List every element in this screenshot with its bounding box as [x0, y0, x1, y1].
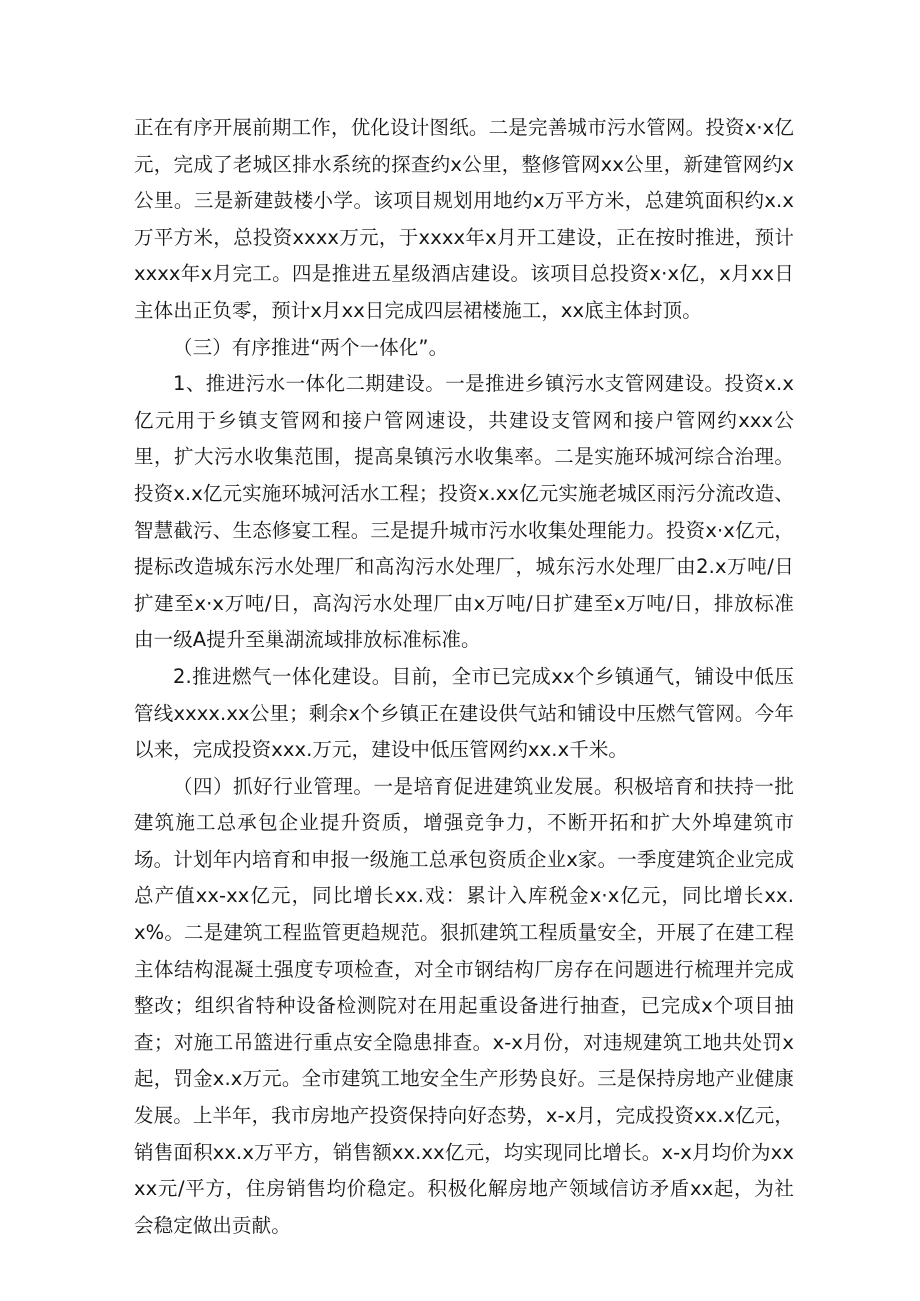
- section-heading-integration: （三）有序推进“两个一体化”。: [173, 335, 449, 359]
- paragraph-gas-integration: 2.推进燃气一体化建设。目前，全市已完成xx个乡镇通气，铺设中低压管线xxxx.xx公里；剩余x个乡镇正在建设供气站和铺设中压燃气管网。今年以来，完成投资xxx.万元，建设中低压管网约xx.x千米。: [134, 664, 794, 762]
- document-body: [134, 110, 794, 1244]
- paragraph-project-progress: 正在有序开展前期工作，优化设计图纸。二是完善城市污水管网。投资x·x亿元，完成了老城区排水系统的探查约x公里，整修管网xx公里，新建管网约x公里。三是新建鼓楼小学。该项目规划用地约x万平方米，总建筑面积约x.x万平方米，总投资xxxx万元，于xxxx年x月开工建设，正在按时推进，预计xxxx年x月完工。四是推进五星级酒店建设。该项目总投资x·x亿，x月xx日主体出正负零，预计x月xx日完成四层裙楼施工，xx底主体封顶。: [134, 116, 794, 322]
- paragraph-industry-management: （四）抓好行业管理。一是培育促进建筑业发展。积极培育和扶持一批建筑施工总承包企业提升资质，增强竞争力，不断开拓和扩大外埠建筑市场。计划年内培育和申报一级施工总承包资质企业x家。一季度建筑企业完成总产值xx-xx亿元，同比增长xx.戏：累计入库税金x·x亿元，同比增长xx.x%。二是建筑工程监管更趋规范。狠抓建筑工程质量安全，开展了在建工程主体结构混凝土强度专项检查，对全市钢结构厂房存在问题进行梳理并完成整改；组织省特种设备检测院对在用起重设备进行抽查，已完成x个项目抽查；对施工吊篮进行重点安全隐患排查。x-x月份，对违规建筑工地共处罚x起，罚金x.x万元。全市建筑工地安全生产形势良好。三是保持房地产业健康发展。上半年，我市房地产投资保持向好态势，x-x月，完成投资xx.x亿元，销售面积xx.x万平方，销售额xx.xx亿元，均实现同比增长。x-x月均价为xxxx元/平方，住房销售均价稳定。积极化解房地产领域信访矛盾xx起，为社会稳定做出贡献。: [134, 774, 794, 1237]
- paragraph-sewage-integration: 1、推进污水一体化二期建设。一是推进乡镇污水支管网建设。投资x.x亿元用于乡镇支管网和接户管网速设，共建设支管网和接户管网约xxx公里，扩大污水收集范围，提高臬镇污水收集率。二是实施环城河综合治理。投资x.x亿元实施环城河活水工程；投资x.xx亿元实施老城区雨污分流改造、智慧截污、生态修宴工程。三是提升城市污水收集处理能力。投资x·x亿元，提标改造城东污水处理厂和高沟污水处理厂，城东污水处理厂由2.x万吨/日扩建至x·x万吨/日，高沟污水处理厂由x万吨/日扩建至x万吨/日，排放标准由一级A提升至巢湖流域排放标准标准。: [134, 372, 794, 652]
